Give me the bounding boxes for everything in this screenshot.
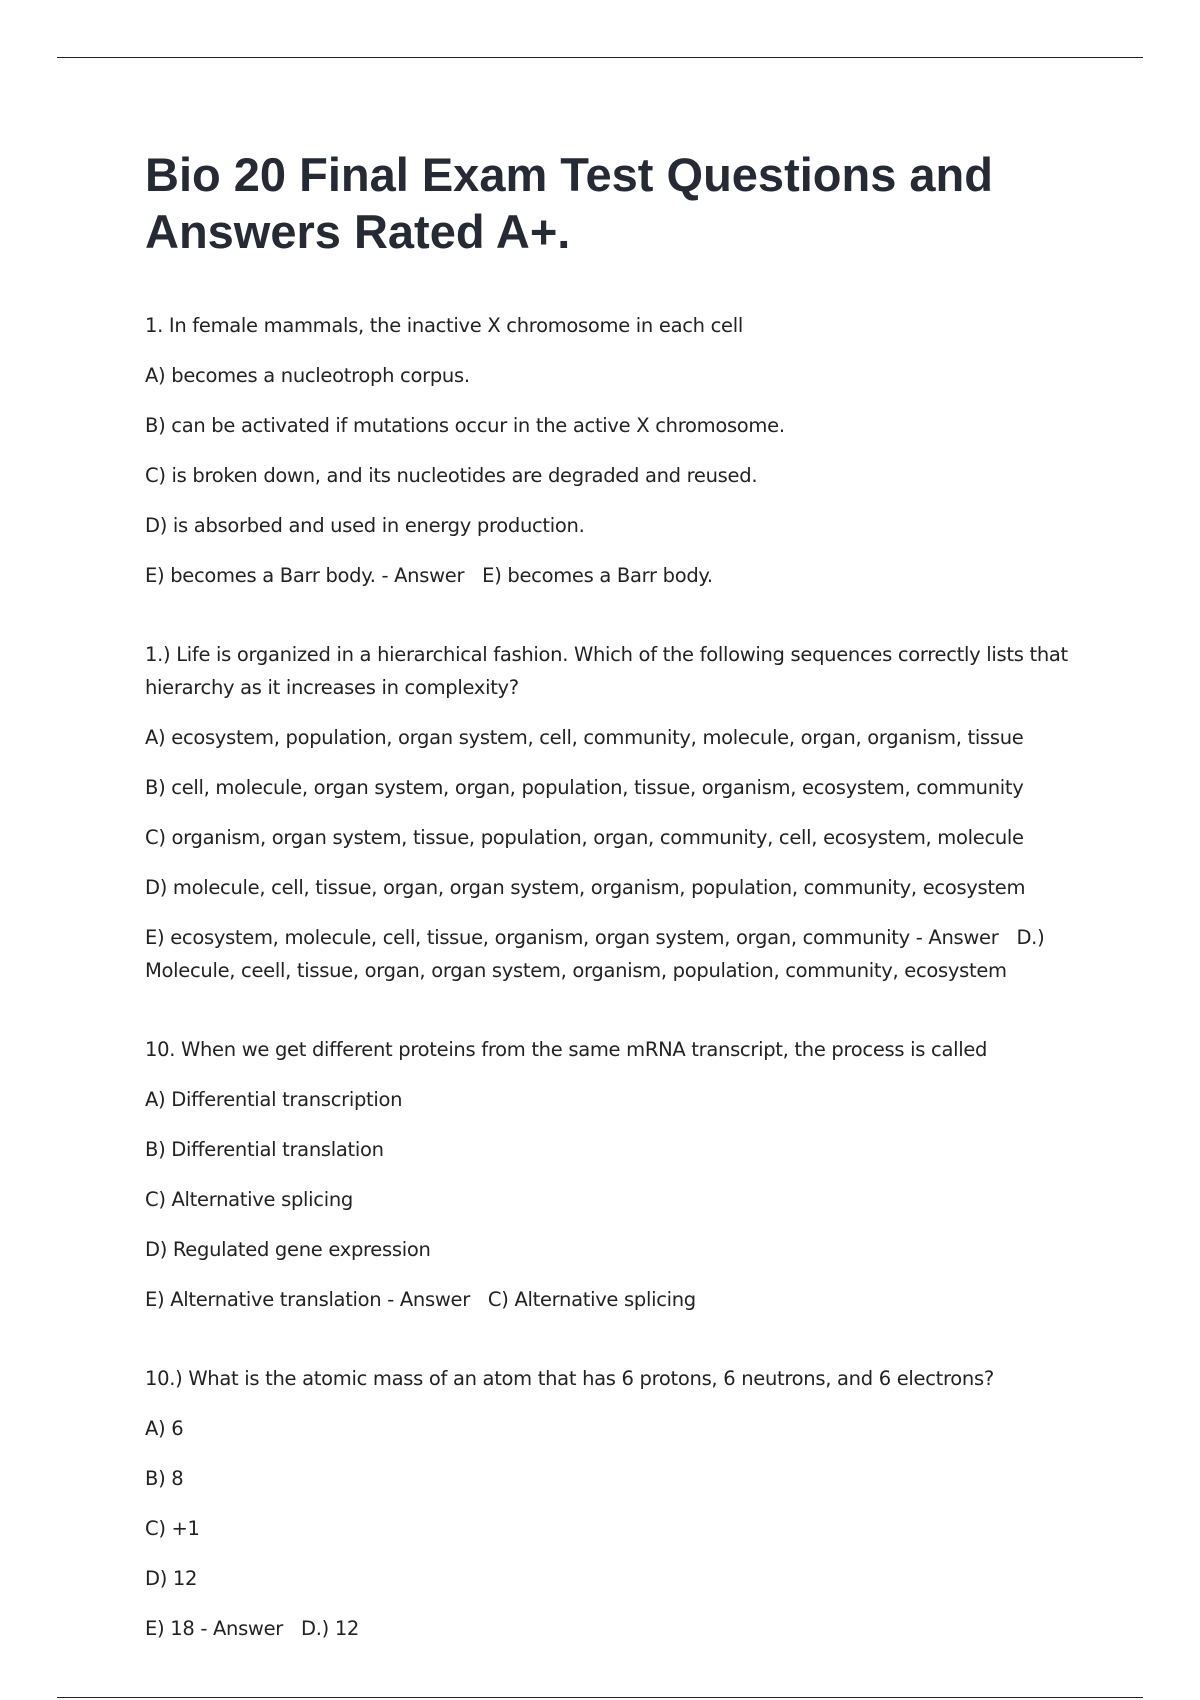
question-1 (145, 309, 1075, 592)
option-e: E) Alternative translation - Answer (145, 1288, 470, 1311)
option-d: D) 12 (145, 1567, 198, 1590)
question-3 (145, 1033, 1075, 1316)
bottom-rule (57, 1697, 1143, 1698)
option-e-with-answer (145, 559, 1075, 592)
option-a: A) Differential transcription (145, 1088, 403, 1111)
option-d: D) Regulated gene expression (145, 1238, 431, 1261)
option-c: C) Alternative splicing (145, 1188, 353, 1211)
option-e-with-answer (145, 921, 1075, 987)
question-stem: 10. When we get different proteins from the same mRNA transcript, the process is called (145, 1038, 988, 1061)
option-a: A) 6 (145, 1417, 184, 1440)
document-body (145, 140, 1075, 1698)
option-e-with-answer (145, 1283, 1075, 1316)
answer-text: D.) 12 (301, 1617, 360, 1640)
option-b: B) can be activated if mutations occur in the active X chromosome. (145, 414, 785, 437)
option-e-with-answer (145, 1612, 1075, 1645)
answer-text: C) Alternative splicing (487, 1288, 696, 1311)
question-stem: 1. In female mammals, the inactive X chromosome in each cell (145, 314, 743, 337)
option-b: B) Differential translation (145, 1138, 384, 1161)
top-rule (57, 57, 1143, 58)
option-d: D) molecule, cell, tissue, organ, organ system, organism, population, community, ecosystem (145, 876, 1026, 899)
option-c: C) organism, organ system, tissue, population, organ, community, cell, ecosystem, molecule (145, 826, 1024, 849)
option-c: C) +1 (145, 1517, 200, 1540)
question-4 (145, 1362, 1075, 1645)
answer-text: E) becomes a Barr body. (482, 564, 713, 587)
option-c: C) is broken down, and its nucleotides are degraded and reused. (145, 464, 758, 487)
question-2 (145, 638, 1075, 987)
question-stem: 1.) Life is organized in a hierarchical fashion. Which of the following sequences correctly lists that hierarchy as it increases in complexity? (145, 643, 1068, 699)
document-title: Bio 20 Final Exam Test Questions and Answers Rated A+. (145, 148, 993, 258)
option-a: A) ecosystem, population, organ system, cell, community, molecule, organ, organism, tissue (145, 726, 1024, 749)
option-a: A) becomes a nucleotroph corpus. (145, 364, 470, 387)
option-e: E) becomes a Barr body. - Answer (145, 564, 465, 587)
option-e: E) ecosystem, molecule, cell, tissue, organism, organ system, organ, community - Answer (145, 926, 999, 949)
option-b: B) 8 (145, 1467, 184, 1490)
option-e: E) 18 - Answer (145, 1617, 283, 1640)
question-stem: 10.) What is the atomic mass of an atom that has 6 protons, 6 neutrons, and 6 electrons? (145, 1367, 994, 1390)
option-b: B) cell, molecule, organ system, organ, population, tissue, organism, ecosystem, community (145, 776, 1024, 799)
option-d: D) is absorbed and used in energy production. (145, 514, 585, 537)
answer-text: D.) Molecule, ceell, tissue, organ, organ system, organism, population, community, ecosystem (145, 926, 1045, 982)
